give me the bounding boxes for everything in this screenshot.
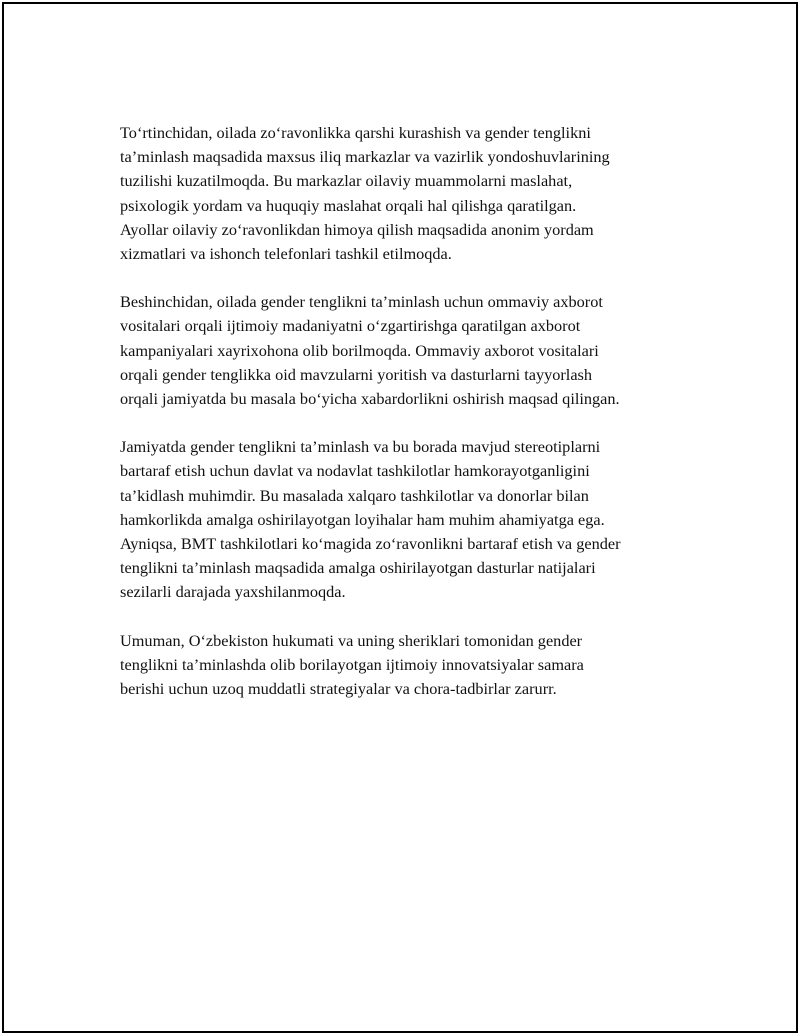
text-line: orqali jamiyatda bu masala bo‘yicha xabardorlikni oshirish maqsad qilingan. [120, 389, 620, 409]
text-line: tuzilishi kuzatilmoqda. Bu markazlar oilaviy muammolarni maslahat, [120, 171, 573, 191]
paragraph-1 [120, 121, 700, 266]
text-line: ta’kidlash muhimdir. Bu masalada xalqaro tashkilotlar va donorlar bilan [120, 485, 589, 505]
text-line: Umuman, O‘zbekiston hukumati va uning sheriklari tomonidan gender [120, 630, 583, 650]
text-line: Ayollar oilaviy zo‘ravonlikdan himoya qilish maqsadida anonim yordam [120, 219, 594, 239]
text-line: kampaniyalari xayrixohona olib borilmoqda. Ommaviy axborot vositalari [120, 340, 599, 360]
text-line: tenglikni ta’minlashda olib borilayotgan ijtimoiy innovatsiyalar samara [120, 654, 584, 674]
text-line: vositalari orqali ijtimoiy madaniyatni o‘zgartirishga qaratilgan axborot [120, 316, 581, 336]
text-line: ta’minlash maqsadida maxsus iliq markazlar va vazirlik yondoshuvlarining [120, 147, 610, 167]
document-body [120, 121, 700, 725]
text-line: tenglikni ta’minlash maqsadida amalga oshirilayotgan dasturlar natijalari [120, 558, 596, 578]
text-line: psixologik yordam va huquqiy maslahat orqali hal qilishga qaratilgan. [120, 195, 577, 215]
paragraph-2 [120, 290, 700, 411]
text-line: xizmatlari va ishonch telefonlari tashkil etilmoqda. [120, 244, 452, 264]
paragraph-4 [120, 629, 700, 702]
text-line: Jamiyatda gender tenglikni ta’minlash va bu borada mavjud stereotiplarni [120, 437, 601, 457]
text-line: hamkorlikda amalga oshirilayotgan loyihalar ham muhim ahamiyatga ega. [120, 509, 605, 529]
text-line: orqali gender tenglikka oid mavzularni yoritish va dasturlarni tayyorlash [120, 364, 593, 384]
text-line: berishi uchun uzoq muddatli strategiyalar va chora-tadbirlar zarurr. [120, 679, 557, 699]
text-line: Beshinchidan, oilada gender tenglikni ta’minlash uchun ommaviy axborot [120, 292, 603, 312]
text-line: To‘rtinchidan, oilada zo‘ravonlikka qarshi kurashish va gender tenglikni [120, 123, 591, 142]
document-page [2, 2, 798, 1033]
text-line: Ayniqsa, BMT tashkilotlari ko‘magida zo‘ravonlikni bartaraf etish va gender [120, 534, 621, 554]
text-line: bartaraf etish uchun davlat va nodavlat tashkilotlar hamkorayotganligini [120, 461, 590, 481]
text-line: sezilarli darajada yaxshilanmoqda. [120, 582, 346, 602]
paragraph-3 [120, 435, 700, 604]
